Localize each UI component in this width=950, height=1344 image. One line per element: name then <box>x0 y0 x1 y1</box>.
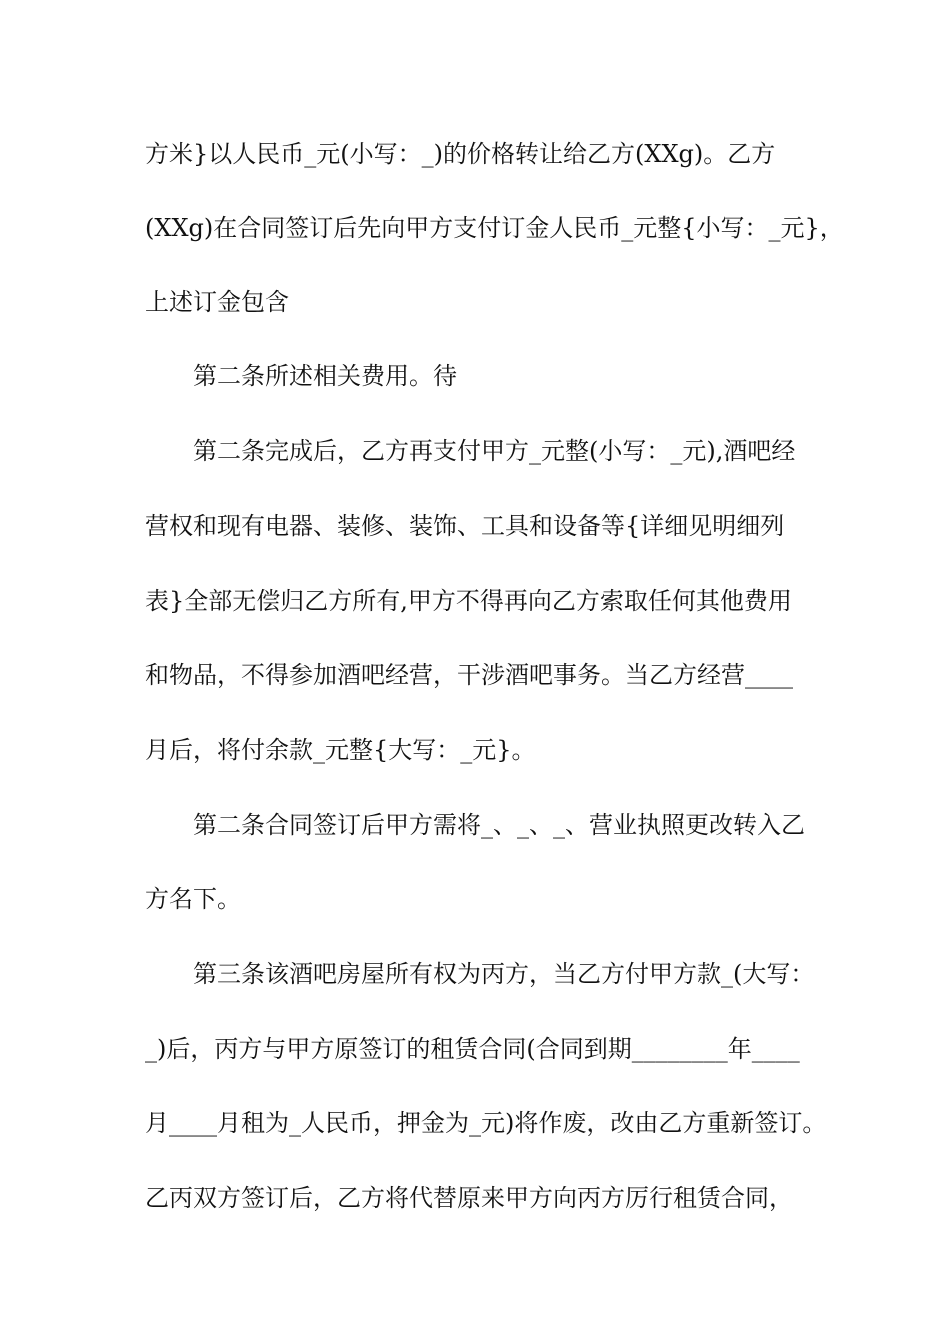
text-line: 营权和现有电器、装修、装饰、工具和设备等{详细见明细列 <box>145 512 785 540</box>
text-line: 月____月租为_人民币，押金为_元)将作废，改由乙方重新签订。 <box>145 1109 827 1137</box>
text-line: 方名下。 <box>145 885 241 913</box>
text-line: 和物品，不得参加酒吧经营，干涉酒吧事务。当乙方经营____ <box>145 661 793 689</box>
text-line: 表}全部无偿归乙方所有,甲方不得再向乙方索取任何其他费用 <box>145 587 792 615</box>
paragraph-start: 第二条所述相关费用。待 <box>193 362 457 390</box>
text-line: _)后，丙方与甲方原签订的租赁合同(合同到期________年____ <box>145 1035 800 1063</box>
text-line: 月后，将付余款_元整{大写：_元}。 <box>145 736 536 764</box>
text-line: 上述订金包含 <box>145 288 289 316</box>
paragraph-start: 第二条合同签订后甲方需将_、_、_、营业执照更改转入乙 <box>193 811 805 839</box>
text-line: (XXg)在合同签订后先向甲方支付订金人民币_元整{小写：_元}， <box>145 214 844 242</box>
text-line: 方米}以人民币_元(小写：_)的价格转让给乙方(XXg)。乙方 <box>145 140 776 168</box>
paragraph-start: 第二条完成后，乙方再支付甲方_元整(小写：_元),酒吧经 <box>193 437 796 465</box>
paragraph-start: 第三条该酒吧房屋所有权为丙方，当乙方付甲方款_(大写： <box>193 960 815 988</box>
text-line: 乙丙双方签订后，乙方将代替原来甲方向丙方厉行租赁合同， <box>145 1184 793 1212</box>
